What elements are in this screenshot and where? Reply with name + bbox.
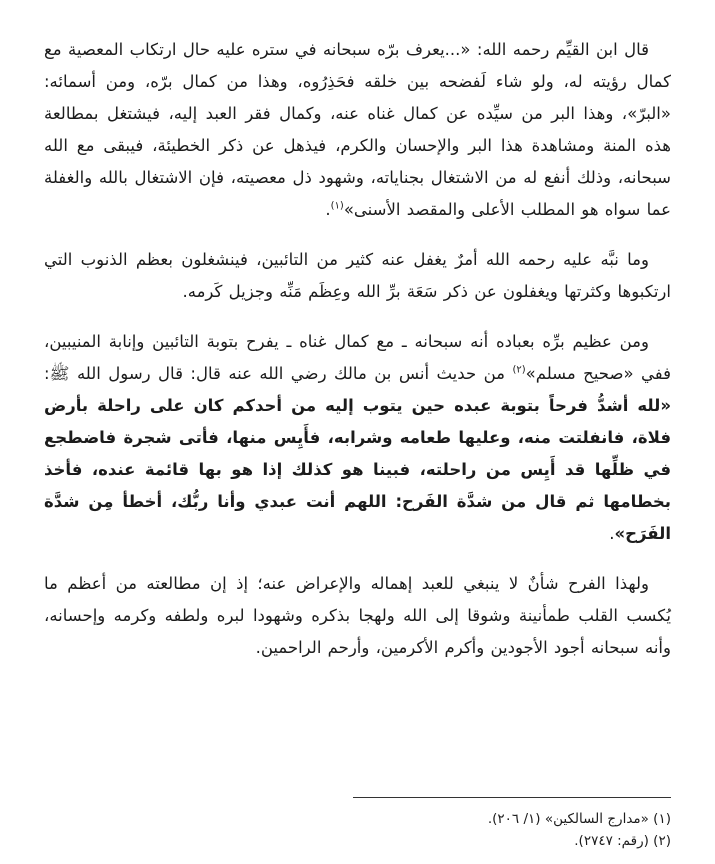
hadith-intro-2: من حديث أنس بن مالك رضي الله عنه قال: قال رسول الله ﷺ: xyxy=(44,364,513,383)
quote-end-punct: . xyxy=(325,200,331,219)
paragraph-commentary: وما نبَّه عليه رحمه الله أمرٌ يغفل عنه كثير من التائبين، فينشغلون بعظم الذنوب التي ارتكبوها وكثرتها ويغفلون عن ذكر سَعَة برِّ الله وعِظَم مَنِّه وجزيل كَرمه. xyxy=(44,250,671,301)
paragraph-gap xyxy=(44,550,671,568)
footnote-ref-1: (١) xyxy=(330,200,344,212)
footnote-2: (٢) (رقم: ٢٧٤٧). xyxy=(574,833,671,849)
paragraph-hadith xyxy=(44,326,671,550)
hadith-end-punct: . xyxy=(609,524,615,543)
hadith-intro-1: ومن عظيم برِّه بعباده أنه سبحانه ـ مع كمال غناه ـ يفرح بتوبة التائبين وإنابة المنيبين، ففي «صحيح مسلم» xyxy=(44,332,671,383)
hadith-text: «لله أشدُّ فرحاً بتوبة عبده حين يتوب إليه من أحدكم كان على راحلة بأرض فلاة، فانفلتت منه، وعليها طعامه وشرابه، فأَيِس منها، فأتى شجرة فاضطجع في ظلِّها قد أَيِس من راحلته، فبينا هو كذلك إذا هو بها قائمة عنده، فأخذ بخطامها ثم قال من شدَّة الفَرح: اللهم أنت عبدي وأنا ربُّك، أخطأ مِن شدَّة الفَرَح» xyxy=(44,396,671,543)
paragraph-gap xyxy=(44,226,671,244)
quote-intro: قال ابن القيِّم رحمه الله: xyxy=(470,40,649,59)
paragraph-conclusion: ولهذا الفرح شأنٌ لا ينبغي للعبد إهماله والإعراض عنه؛ إذ إن مطالعته من أعظم ما يُكسب القلب طمأنينة وشوقا إلى الله ولهجا بذكره وشهودا لبره ولطفه وكرمه وإحسانه، وأنه سبحانه أجود الأجودين وأكرم الأكرمين، وأرحم الراحمين. xyxy=(44,574,671,657)
footnote-ref-2: (٢) xyxy=(512,364,526,376)
footnotes xyxy=(44,808,671,852)
footnote-divider xyxy=(353,797,671,798)
paragraph-ibn-qayyim-quote xyxy=(44,34,671,226)
paragraph-gap xyxy=(44,308,671,326)
ibn-qayyim-quote: «...يعرف برّه سبحانه في ستره عليه حال ارتكاب المعصية مع كمال رؤيته له، ولو شاء لَفضحه بين خلقه فحَذِرُوه، وهذا من كمال برّه، ومن أسمائه: «البرّ»، وهذا البر من سيِّده عن كمال غناه عنه، وكمال فقر العبد إليه، فيشتغل بمطالعة هذه المنة ومشاهدة هذا البر والإحسان والكرم، فيذهل عن ذكر الخطيئة، فيبقى مع الله سبحانه، وذلك أنفع له من الاشتغال بجناياته، وشهود ذل معصيته، فإن الاشتغال بالله والغفلة عما سواه هو المطلب الأعلى والمقصد الأسنى» xyxy=(44,40,671,219)
footnote-1: (١) «مدارج السالكين» (١/ ٢٠٦). xyxy=(487,811,671,827)
